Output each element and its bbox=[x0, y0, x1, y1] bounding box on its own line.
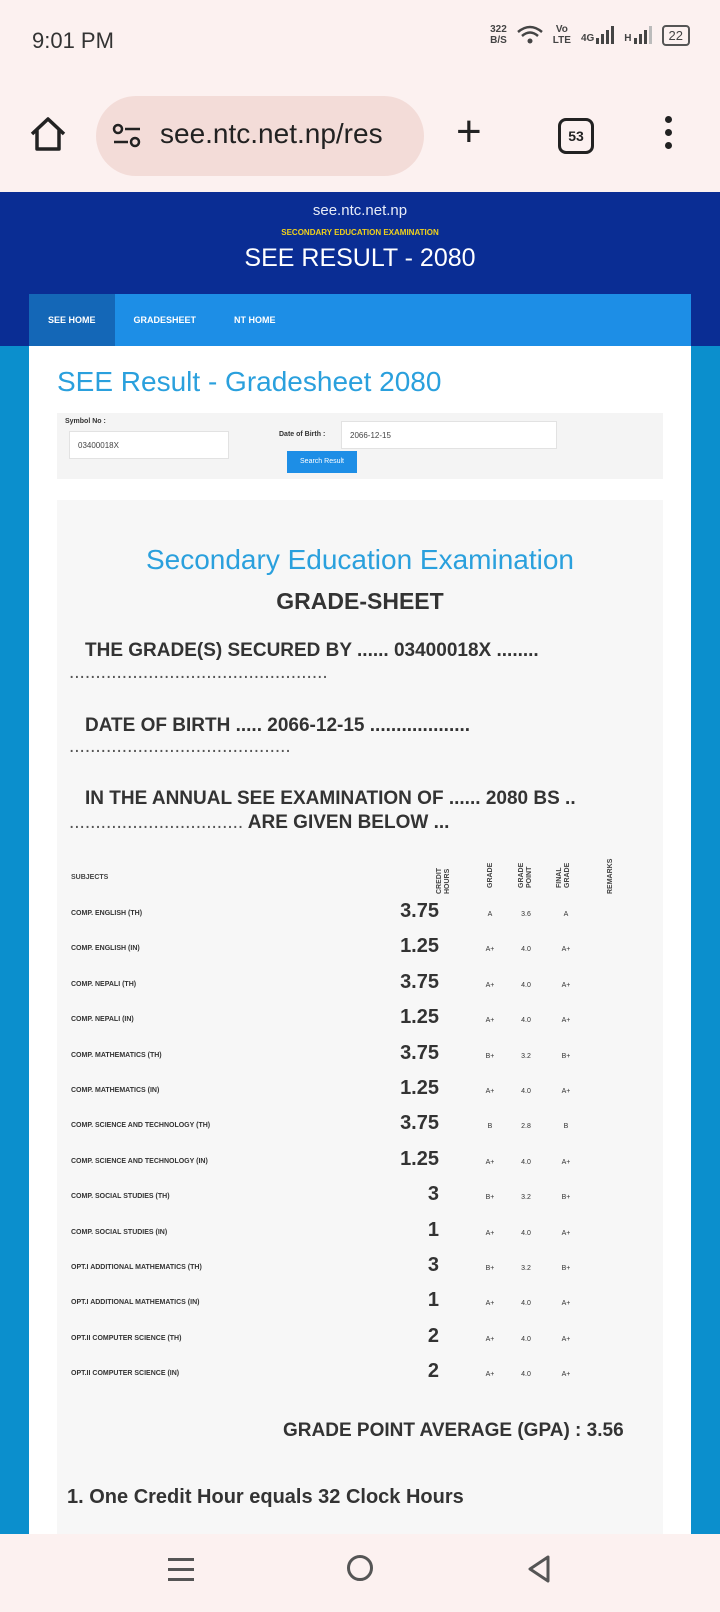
status-bar bbox=[0, 0, 720, 80]
credit-hours-cell: 3.75 bbox=[400, 1112, 439, 1135]
grade-cell: A+ bbox=[485, 1017, 495, 1025]
credit-hours-cell: 3.75 bbox=[400, 900, 439, 922]
grade-point-cell: 4.0 bbox=[521, 1229, 531, 1237]
grade-point-cell: 4.0 bbox=[521, 1335, 531, 1343]
battery-icon: 22 bbox=[662, 25, 690, 46]
credit-hours-cell: 1.25 bbox=[400, 1147, 439, 1170]
gpa-line: GRADE POINT AVERAGE (GPA) : 3.56 bbox=[283, 1420, 624, 1441]
subject-cell: OPT.II COMPUTER SCIENCE (IN) bbox=[71, 1370, 180, 1378]
grade-point-cell: 4.0 bbox=[521, 1300, 531, 1308]
grade-cell: B+ bbox=[485, 1194, 495, 1202]
col-remarks: REMARKS bbox=[607, 858, 614, 894]
final-grade-cell: B+ bbox=[561, 1194, 571, 1202]
final-grade-cell: A+ bbox=[561, 946, 571, 954]
nav-see-home[interactable]: SEE HOME bbox=[29, 294, 115, 346]
credit-hours-cell: 3.75 bbox=[400, 1041, 439, 1064]
dob-label: Date of Birth : bbox=[279, 431, 326, 438]
search-result-button[interactable]: Search Result bbox=[287, 451, 357, 473]
site-domain: see.ntc.net.np bbox=[312, 202, 408, 219]
final-grade-cell: A+ bbox=[561, 1371, 571, 1379]
signal-4g: 4G bbox=[581, 26, 614, 44]
status-icons bbox=[490, 24, 690, 46]
url-text[interactable]: see.ntc.net.np/res bbox=[160, 118, 383, 149]
grade-point-cell: 4.0 bbox=[521, 1371, 531, 1379]
col-grade-point: GRADE POINT bbox=[518, 862, 533, 888]
grade-cell: A+ bbox=[485, 1335, 495, 1343]
dob-line: DATE OF BIRTH ..... 2066-12-15 ................... bbox=[85, 715, 471, 736]
grade-cell: A+ bbox=[485, 1300, 495, 1308]
grade-cell: A+ bbox=[485, 1371, 495, 1379]
subject-cell: COMP. SCIENCE AND TECHNOLOGY (TH) bbox=[71, 1122, 211, 1130]
gradesheet-title: GRADE-SHEET bbox=[276, 588, 444, 614]
exam-title: Secondary Education Examination bbox=[145, 544, 575, 575]
col-credit-hours: CREDIT HOURS bbox=[436, 867, 451, 894]
main-content bbox=[29, 346, 691, 1534]
given-below-line: ................................. ARE GIVEN BELOW ... bbox=[69, 812, 450, 833]
final-grade-cell: A+ bbox=[561, 1300, 571, 1308]
dob-input[interactable]: 2066-12-15 bbox=[341, 421, 557, 449]
page-title: SEE Result - Gradesheet 2080 bbox=[57, 366, 442, 397]
subject-cell: OPT.I ADDITIONAL MATHEMATICS (TH) bbox=[71, 1264, 202, 1271]
final-grade-cell: A+ bbox=[561, 1088, 571, 1095]
final-grade-cell: B bbox=[563, 1123, 569, 1131]
final-grade-cell: A+ bbox=[561, 1229, 571, 1237]
annual-exam-line: IN THE ANNUAL SEE EXAMINATION OF ...... 2080 BS .. bbox=[85, 788, 576, 809]
browser-toolbar bbox=[0, 80, 720, 192]
final-grade-cell: B+ bbox=[561, 1052, 571, 1060]
col-grade: GRADE bbox=[487, 862, 494, 888]
home-icon[interactable] bbox=[28, 114, 68, 154]
grade-point-cell: 4.0 bbox=[521, 1158, 531, 1166]
credit-hour-note: 1. One Credit Hour equals 32 Clock Hours bbox=[67, 1486, 464, 1508]
secured-by-line: THE GRADE(S) SECURED BY ...... 03400018X ........ bbox=[85, 640, 539, 661]
subject-cell: COMP. SOCIAL STUDIES (TH) bbox=[71, 1193, 170, 1201]
subject-cell: OPT.II COMPUTER SCIENCE (TH) bbox=[71, 1334, 182, 1342]
grade-cell: A+ bbox=[485, 946, 495, 954]
subject-cell: COMP. ENGLISH (IN) bbox=[71, 945, 140, 953]
site-title: SEE RESULT - 2080 bbox=[244, 244, 476, 272]
subject-cell: COMP. ENGLISH (TH) bbox=[71, 910, 143, 917]
final-grade-cell: A+ bbox=[561, 981, 571, 989]
gradesheet bbox=[57, 500, 663, 1534]
final-grade-cell: A+ bbox=[561, 1158, 571, 1166]
subject-cell: COMP. SOCIAL STUDIES (IN) bbox=[71, 1228, 168, 1236]
web-page bbox=[0, 192, 720, 1534]
search-form bbox=[57, 413, 663, 479]
system-nav-bar bbox=[0, 1534, 720, 1612]
symbol-label: Symbol No : bbox=[65, 418, 106, 425]
signal-bars-icon bbox=[634, 26, 652, 44]
grade-cell: B bbox=[487, 1123, 493, 1131]
subject-cell: COMP. NEPALI (TH) bbox=[71, 980, 137, 988]
credit-hours-cell: 1.25 bbox=[400, 935, 439, 958]
final-grade-cell: A+ bbox=[561, 1017, 571, 1025]
subject-cell: COMP. MATHEMATICS (IN) bbox=[71, 1087, 160, 1094]
site-subtitle: SECONDARY EDUCATION EXAMINATION bbox=[281, 228, 439, 237]
nav-nt-home[interactable]: NT HOME bbox=[234, 315, 276, 325]
credit-hours-cell: 2 bbox=[427, 1360, 439, 1383]
address-bar[interactable] bbox=[96, 96, 424, 176]
dots-line: ................................................. bbox=[69, 662, 328, 683]
grade-cell: A+ bbox=[485, 1229, 495, 1237]
credit-hours-cell: 3 bbox=[427, 1254, 439, 1276]
signal-h: H bbox=[624, 26, 651, 44]
new-tab-icon[interactable]: + bbox=[456, 107, 482, 156]
subject-cell: OPT.I ADDITIONAL MATHEMATICS (IN) bbox=[71, 1299, 200, 1307]
recents-icon[interactable] bbox=[168, 1558, 194, 1588]
grade-cell: B+ bbox=[485, 1265, 495, 1272]
grade-point-cell: 3.2 bbox=[521, 1265, 531, 1272]
credit-hours-cell: 2 bbox=[427, 1324, 439, 1347]
grade-point-cell: 4.0 bbox=[521, 981, 531, 989]
col-final-grade: FINAL GRADE bbox=[556, 862, 571, 888]
grade-cell: A+ bbox=[485, 1158, 495, 1166]
grade-cell: A+ bbox=[485, 981, 495, 989]
final-grade-cell: B+ bbox=[561, 1265, 571, 1272]
grade-point-cell: 3.2 bbox=[521, 1052, 531, 1060]
home-circle-icon[interactable] bbox=[347, 1555, 373, 1581]
symbol-input[interactable]: 03400018X bbox=[69, 431, 229, 459]
nav-gradesheet[interactable]: GRADESHEET bbox=[133, 315, 197, 325]
status-time: 9:01 PM bbox=[32, 28, 114, 53]
grade-cell: A+ bbox=[485, 1088, 495, 1095]
grade-point-cell: 3.6 bbox=[521, 911, 531, 918]
credit-hours-cell: 1 bbox=[427, 1218, 439, 1241]
tab-switcher-button[interactable]: 53 bbox=[558, 118, 594, 154]
wifi-icon bbox=[517, 25, 543, 45]
grade-cell: A bbox=[487, 911, 493, 918]
grade-point-cell: 3.2 bbox=[521, 1194, 531, 1202]
grade-cell: B+ bbox=[485, 1052, 495, 1060]
final-grade-cell: A bbox=[563, 911, 569, 918]
grade-point-cell: 4.0 bbox=[521, 1017, 531, 1025]
credit-hours-cell: 1.25 bbox=[400, 1077, 439, 1099]
signal-bars-icon bbox=[596, 26, 614, 44]
credit-hours-cell: 1.25 bbox=[400, 1006, 439, 1029]
credit-hours-cell: 3.75 bbox=[400, 970, 439, 993]
grade-point-cell: 4.0 bbox=[521, 946, 531, 954]
credit-hours-cell: 1 bbox=[427, 1289, 439, 1312]
site-settings-icon[interactable] bbox=[112, 122, 142, 150]
volte-indicator: Vo LTE bbox=[552, 24, 571, 46]
dots-line: .......................................... bbox=[69, 736, 291, 757]
subject-cell: COMP. SCIENCE AND TECHNOLOGY (IN) bbox=[71, 1157, 208, 1165]
grade-point-cell: 2.8 bbox=[521, 1123, 531, 1131]
subject-cell: COMP. NEPALI (IN) bbox=[71, 1016, 134, 1024]
final-grade-cell: A+ bbox=[561, 1335, 571, 1343]
subject-cell: COMP. MATHEMATICS (TH) bbox=[71, 1051, 162, 1059]
net-speed: 322 B/S bbox=[490, 24, 507, 46]
col-subjects: SUBJECTS bbox=[71, 874, 109, 881]
site-nav bbox=[29, 294, 691, 346]
back-icon[interactable] bbox=[526, 1554, 552, 1584]
grade-point-cell: 4.0 bbox=[521, 1088, 531, 1095]
more-menu-icon[interactable] bbox=[664, 116, 674, 156]
credit-hours-cell: 3 bbox=[427, 1183, 439, 1206]
